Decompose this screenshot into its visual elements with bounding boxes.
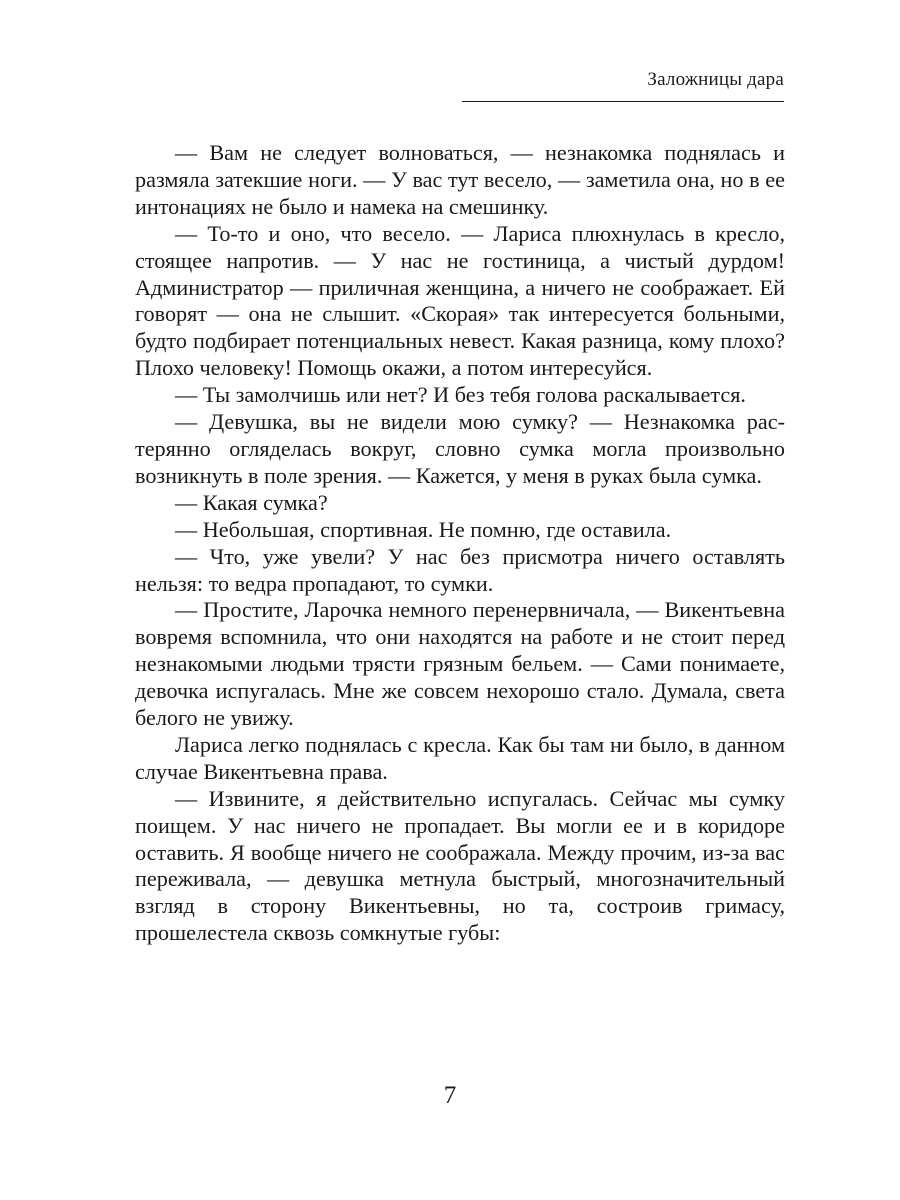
- paragraph: — Девушка, вы не видели мою сумку? — Незнакомка растерянно огляделась вокруг, словно сумка могла произвольно возникнуть в поле зрения. — Кажется, у меня в руках была сумка.: [135, 409, 785, 488]
- paragraph: — То-то и оно, что весело. — Лариса плюхнулась в кресло, стоящее напротив. — У нас не гостиница, а чистый дурдом! Администратор — приличная женщина, а ничего не соображает. Ей говорят — она не слышит. «Скорая» так интересуется больными, будто подбирает потенциальных невест. Какая разница, кому плохо? Плохо человеку! Помощь окажи, а потом интересуйся.: [135, 220, 785, 381]
- paragraph: — Извините, я действительно испугалась. Сейчас мы сумку поищем. У нас ничего не пропадает. Вы могли ее и в коридоре оставить. Я вообще ничего не соображала. Между прочим, из-за вас переживала, — девушка метнула быстрый, многозначительный взгляд в сторону Викентьевны, но та, состроив гримасу, прошелестела сквозь сомкнутые губы:: [135, 785, 785, 946]
- page-body: [135, 140, 785, 947]
- paragraph: — Вам не следует волноваться, — незнакомка поднялась и размяла затекшие ноги. — У вас тут весело, — заметила она, но в ее интонациях не было и намека на смешинку.: [135, 140, 785, 219]
- header-rule: [462, 101, 784, 102]
- page-number: 7: [443, 1082, 457, 1109]
- paragraph: — Простите, Ларочка немного перенервничала, — Викентьевна вовремя вспомнила, что они находятся на работе и не стоит перед незнакомыми людьми трясти грязным бельем. — Сами понимаете, девочка испугалась. Мне же совсем нехорошо стало. Думала, света белого не увижу.: [135, 597, 785, 731]
- paragraph: Лариса легко поднялась с кресла. Как бы там ни было, в данном случае Викентьевна права.: [135, 731, 785, 784]
- paragraph: — Небольшая, спортивная. Не помню, где оставила.: [175, 516, 672, 542]
- paragraph: — Что, уже увели? У нас без присмотра ничего оставлять нельзя: то ведра пропадают, то сумки.: [135, 543, 785, 596]
- paragraph: — Ты замолчишь или нет? И без тебя голова раскалывается.: [175, 382, 746, 408]
- paragraph: — Какая сумка?: [175, 489, 328, 515]
- running-title: Заложницы дара: [647, 69, 784, 90]
